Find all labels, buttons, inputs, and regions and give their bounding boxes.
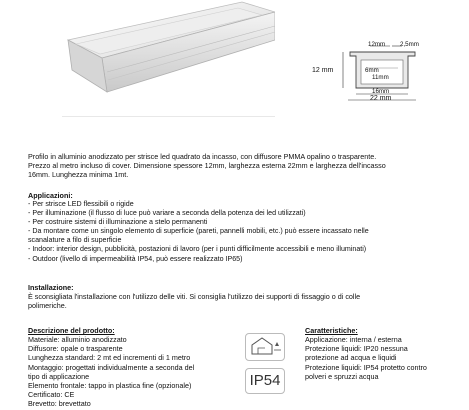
characteristics-line: polveri e spruzzi acqua: [305, 371, 379, 381]
product-line: Brevetto: brevettato: [28, 399, 91, 409]
product-line: tipo di applicazione: [28, 371, 90, 381]
description-line: Prezzo al metro incluso di cover. Dimensione spessore 12mm, larghezza esterna 22mm e larghezza dell'incasso: [28, 161, 386, 171]
product-line: Lunghezza standard: 2 mt ed incrementi di 1 metro: [28, 353, 191, 363]
profile-image: [62, 0, 275, 116]
list-item: - Per illuminazione (il flusso di luce può variare a seconda della potenza dei led utilizzati): [28, 209, 306, 218]
installation-title: Installazione:: [28, 283, 74, 292]
ip54-label: IP54: [249, 372, 281, 389]
product-line: Materiale: alluminio anodizzato: [28, 335, 127, 344]
description-line: Profilo in alluminio anodizzato per strisce led quadrato da incasso, con diffusore PMMA opalino o trasparente.: [28, 152, 377, 161]
ip54-badge: [245, 368, 285, 394]
dim-top-width: 12mm: [368, 41, 386, 48]
description-line: 16mm. Lunghezza minima 1mt.: [28, 170, 129, 180]
product-line: Elemento frontale: tappo in plastica fine (opzionale): [28, 381, 192, 391]
characteristics-line: protezione ad acqua e liquidi: [305, 353, 397, 363]
characteristics-title: Caratteristiche:: [305, 326, 358, 335]
list-item: scanalature a filo di superficie: [28, 236, 122, 245]
characteristics-line: Applicazione: interna / esterna: [305, 335, 402, 344]
product-line: Certificato: CE: [28, 390, 75, 400]
applications-title: Applicazioni:: [28, 191, 73, 200]
list-item: - Per costruire sistemi di illuminazione a stelo permanenti: [28, 218, 208, 227]
list-item: - Outdoor (livello di impermeabilità IP54, può essere realizzato IP65): [28, 254, 243, 263]
installation-text: [28, 292, 468, 310]
dim-inner-width: 11mm: [372, 74, 389, 81]
product-title: Descrizione del prodotto:: [28, 326, 115, 335]
profile-diagram: [310, 38, 469, 110]
characteristics-details: [305, 335, 465, 381]
product-line: Diffusore: opale o trasparente: [28, 344, 123, 354]
dim-top-side: 2,5mm: [400, 41, 419, 48]
product-details: [28, 335, 243, 409]
list-item: - Indoor: interior design, pubblicità, postazioni di lavoro (per i punti difficilmente accessibili e meno illuminati): [28, 245, 367, 254]
installation-line: È sconsigliata l'installazione con l'utilizzo delle viti. Si consiglia l'utilizzo dei supporti di fissaggio o di colle: [28, 292, 361, 301]
list-item: - Per strisce LED flessibili o rigide: [28, 200, 134, 208]
description: [28, 152, 468, 180]
characteristics-line: Protezione liquidi: IP20 nessuna: [305, 344, 408, 354]
dim-bottom-inner: 16mm: [372, 88, 390, 95]
characteristics-line: Protezione liquidi: IP54 protetto contro: [305, 362, 427, 372]
product-photo: [62, 0, 275, 117]
product-line: Montaggio: progettati individualmente a seconda del: [28, 362, 195, 372]
list-item: - Da montare come un singolo elemento di superficie (pareti, pannelli mobili, etc.) può essere incassato nelle: [28, 227, 369, 236]
installation-line: polimeriche.: [28, 301, 67, 311]
indoor-outdoor-icon: [245, 333, 285, 361]
applications-list: [28, 200, 468, 264]
dim-height: 12 mm: [312, 67, 334, 74]
dim-bottom-outer: 22 mm: [370, 95, 392, 102]
dim-inner-height: 6mm: [365, 67, 379, 74]
